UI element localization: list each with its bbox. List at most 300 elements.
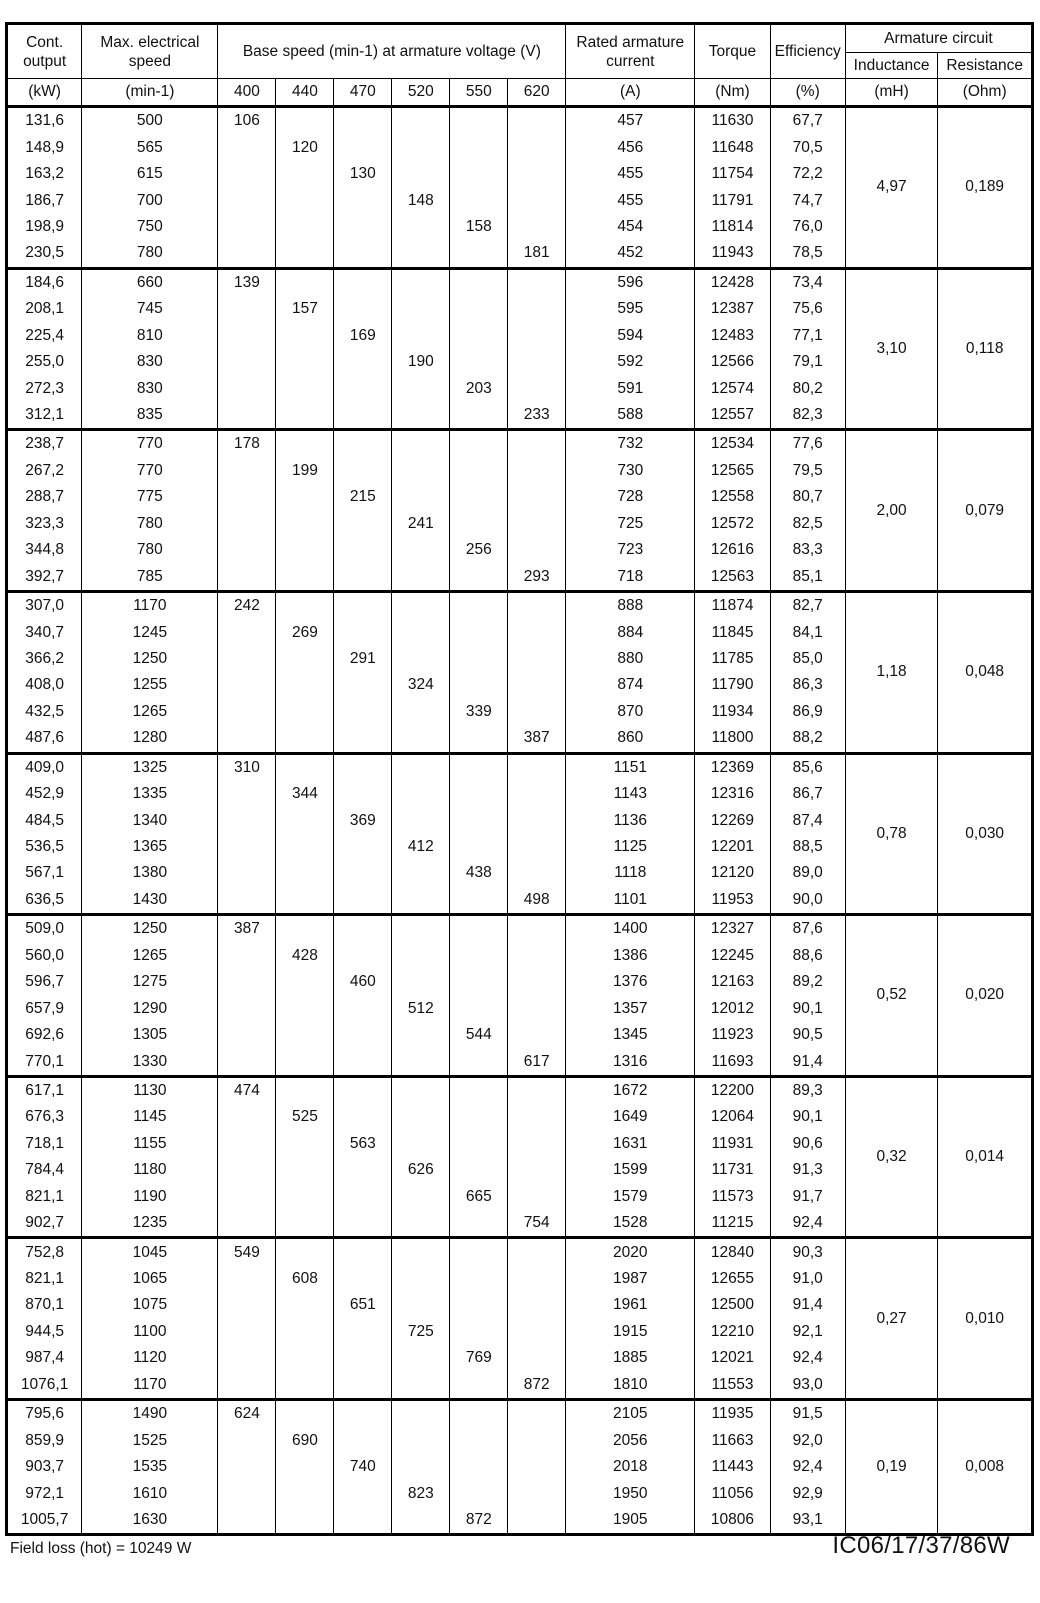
torque-cell: 11785: [695, 646, 770, 672]
base-speed-cell: 608: [276, 1266, 334, 1292]
efficiency-cell: 90,1: [770, 1104, 845, 1130]
rated-current-cell: 457: [566, 107, 695, 135]
empty-cell: [508, 1238, 566, 1266]
empty-cell: [450, 1048, 508, 1076]
max-speed-cell: 1255: [82, 672, 218, 698]
empty-cell: [508, 591, 566, 619]
cont-output-cell: 409,0: [7, 753, 82, 781]
empty-cell: [334, 107, 392, 135]
torque-cell: 12245: [695, 943, 770, 969]
base-speed-cell: 256: [450, 537, 508, 563]
torque-cell: 12558: [695, 484, 770, 510]
torque-cell: 12655: [695, 1266, 770, 1292]
rated-current-cell: 452: [566, 240, 695, 268]
rated-current-cell: 1987: [566, 1266, 695, 1292]
table-row: [7, 753, 1033, 781]
voltage-header: 620: [508, 79, 566, 107]
efficiency-cell: 80,7: [770, 484, 845, 510]
empty-cell: [218, 1210, 276, 1238]
units-row: [7, 79, 1033, 107]
empty-cell: [276, 1048, 334, 1076]
base-speed-cell: 199: [276, 458, 334, 484]
cont-output-cell: 676,3: [7, 1104, 82, 1130]
cont-output-cell: 821,1: [7, 1266, 82, 1292]
cont-output-cell: 267,2: [7, 458, 82, 484]
empty-cell: [508, 699, 566, 725]
rated-current-cell: 2105: [566, 1400, 695, 1428]
efficiency-cell: 91,7: [770, 1184, 845, 1210]
inductance-cell: 0,32: [845, 1076, 938, 1238]
cont-output-cell: 344,8: [7, 537, 82, 563]
torque-cell: 11800: [695, 725, 770, 753]
empty-cell: [276, 1345, 334, 1371]
cont-output-cell: 163,2: [7, 161, 82, 187]
base-speed-cell: 293: [508, 563, 566, 591]
empty-cell: [508, 860, 566, 886]
max-speed-cell: 1065: [82, 1266, 218, 1292]
base-speed-cell: 148: [392, 187, 450, 213]
max-speed-cell: 745: [82, 296, 218, 322]
efficiency-cell: 92,9: [770, 1480, 845, 1506]
empty-cell: [392, 484, 450, 510]
base-speed-cell: 324: [392, 672, 450, 698]
efficiency-cell: 90,0: [770, 887, 845, 915]
empty-cell: [334, 402, 392, 430]
efficiency-cell: 87,6: [770, 915, 845, 943]
header-resistance: Resistance: [938, 53, 1033, 79]
empty-cell: [508, 134, 566, 160]
empty-cell: [392, 430, 450, 458]
empty-cell: [334, 591, 392, 619]
cont-output-cell: 903,7: [7, 1454, 82, 1480]
empty-cell: [276, 834, 334, 860]
max-speed-cell: 1430: [82, 887, 218, 915]
empty-cell: [276, 672, 334, 698]
voltage-header: 520: [392, 79, 450, 107]
efficiency-cell: 88,5: [770, 834, 845, 860]
cont-output-cell: 509,0: [7, 915, 82, 943]
torque-cell: 11791: [695, 187, 770, 213]
empty-cell: [218, 1104, 276, 1130]
efficiency-cell: 90,5: [770, 1022, 845, 1048]
empty-cell: [218, 1157, 276, 1183]
empty-cell: [334, 1480, 392, 1506]
max-speed-cell: 785: [82, 563, 218, 591]
empty-cell: [508, 458, 566, 484]
empty-cell: [450, 1210, 508, 1238]
empty-cell: [450, 511, 508, 537]
cont-output-cell: 198,9: [7, 214, 82, 240]
empty-cell: [334, 1238, 392, 1266]
empty-cell: [334, 619, 392, 645]
empty-cell: [450, 161, 508, 187]
empty-cell: [392, 969, 450, 995]
empty-cell: [392, 1266, 450, 1292]
torque-cell: 11731: [695, 1157, 770, 1183]
max-speed-cell: 1100: [82, 1319, 218, 1345]
empty-cell: [334, 134, 392, 160]
empty-cell: [450, 268, 508, 296]
empty-cell: [276, 375, 334, 401]
empty-cell: [392, 323, 450, 349]
voltage-header: 440: [276, 79, 334, 107]
cont-output-cell: 312,1: [7, 402, 82, 430]
empty-cell: [508, 781, 566, 807]
table-row: [7, 1076, 1033, 1104]
empty-cell: [334, 781, 392, 807]
table-row: [7, 915, 1033, 943]
base-speed-cell: 525: [276, 1104, 334, 1130]
empty-cell: [508, 511, 566, 537]
efficiency-cell: 91,3: [770, 1157, 845, 1183]
empty-cell: [334, 834, 392, 860]
max-speed-cell: 1170: [82, 1372, 218, 1400]
cont-output-cell: 560,0: [7, 943, 82, 969]
cont-output-cell: 288,7: [7, 484, 82, 510]
base-speed-cell: 157: [276, 296, 334, 322]
rated-current-cell: 1885: [566, 1345, 695, 1371]
empty-cell: [276, 807, 334, 833]
empty-cell: [218, 725, 276, 753]
empty-cell: [508, 107, 566, 135]
empty-cell: [508, 1400, 566, 1428]
rated-current-cell: 725: [566, 511, 695, 537]
empty-cell: [450, 1400, 508, 1428]
cont-output-cell: 752,8: [7, 1238, 82, 1266]
empty-cell: [334, 1400, 392, 1428]
empty-cell: [218, 1131, 276, 1157]
table-row: [7, 268, 1033, 296]
rated-current-cell: 1599: [566, 1157, 695, 1183]
base-speed-cell: 369: [334, 807, 392, 833]
empty-cell: [392, 781, 450, 807]
max-speed-cell: 770: [82, 430, 218, 458]
torque-cell: 12572: [695, 511, 770, 537]
rated-current-cell: 591: [566, 375, 695, 401]
max-speed-cell: 1490: [82, 1400, 218, 1428]
torque-cell: 12563: [695, 563, 770, 591]
max-speed-cell: 780: [82, 511, 218, 537]
base-speed-cell: 624: [218, 1400, 276, 1428]
cont-output-cell: 131,6: [7, 107, 82, 135]
torque-cell: 12369: [695, 753, 770, 781]
empty-cell: [276, 1184, 334, 1210]
rated-current-cell: 860: [566, 725, 695, 753]
empty-cell: [450, 563, 508, 591]
rated-current-cell: 1376: [566, 969, 695, 995]
max-speed-cell: 1265: [82, 699, 218, 725]
max-speed-cell: 1245: [82, 619, 218, 645]
empty-cell: [218, 214, 276, 240]
rated-current-cell: 1136: [566, 807, 695, 833]
base-speed-cell: 269: [276, 619, 334, 645]
empty-cell: [276, 349, 334, 375]
empty-cell: [508, 323, 566, 349]
empty-cell: [276, 753, 334, 781]
table-row: [7, 430, 1033, 458]
empty-cell: [392, 753, 450, 781]
empty-cell: [276, 268, 334, 296]
torque-cell: 12021: [695, 1345, 770, 1371]
rated-current-cell: 2056: [566, 1427, 695, 1453]
base-speed-cell: 310: [218, 753, 276, 781]
torque-cell: 12566: [695, 349, 770, 375]
empty-cell: [276, 537, 334, 563]
torque-cell: 12387: [695, 296, 770, 322]
empty-cell: [450, 725, 508, 753]
header-torque: Torque: [695, 24, 770, 79]
rated-current-cell: 1950: [566, 1480, 695, 1506]
resistance-cell: 0,014: [938, 1076, 1033, 1238]
empty-cell: [450, 672, 508, 698]
empty-cell: [450, 969, 508, 995]
base-speed-cell: 190: [392, 349, 450, 375]
rated-current-cell: 723: [566, 537, 695, 563]
cont-output-cell: 432,5: [7, 699, 82, 725]
rated-current-cell: 718: [566, 563, 695, 591]
efficiency-cell: 75,6: [770, 296, 845, 322]
efficiency-cell: 92,4: [770, 1345, 845, 1371]
empty-cell: [334, 725, 392, 753]
empty-cell: [276, 699, 334, 725]
cont-output-cell: 1076,1: [7, 1372, 82, 1400]
table-row: [7, 107, 1033, 135]
empty-cell: [218, 402, 276, 430]
empty-cell: [218, 134, 276, 160]
empty-cell: [334, 672, 392, 698]
efficiency-cell: 67,7: [770, 107, 845, 135]
empty-cell: [508, 484, 566, 510]
empty-cell: [276, 725, 334, 753]
empty-cell: [392, 1507, 450, 1535]
torque-cell: 10806: [695, 1507, 770, 1535]
rated-current-cell: 455: [566, 161, 695, 187]
base-speed-cell: 460: [334, 969, 392, 995]
empty-cell: [392, 107, 450, 135]
max-speed-cell: 1145: [82, 1104, 218, 1130]
base-speed-cell: 344: [276, 781, 334, 807]
resistance-cell: 0,010: [938, 1238, 1033, 1400]
empty-cell: [392, 1238, 450, 1266]
empty-cell: [508, 537, 566, 563]
empty-cell: [218, 1022, 276, 1048]
empty-cell: [392, 591, 450, 619]
torque-cell: 11935: [695, 1400, 770, 1428]
torque-cell: 11790: [695, 672, 770, 698]
cont-output-cell: 657,9: [7, 995, 82, 1021]
empty-cell: [218, 1372, 276, 1400]
header-base-speed: Base speed (min-1) at armature voltage (V): [218, 24, 566, 79]
base-speed-cell: 754: [508, 1210, 566, 1238]
cont-output-cell: 770,1: [7, 1048, 82, 1076]
cont-output-cell: 307,0: [7, 591, 82, 619]
empty-cell: [276, 484, 334, 510]
efficiency-cell: 90,3: [770, 1238, 845, 1266]
empty-cell: [392, 214, 450, 240]
torque-cell: 12064: [695, 1104, 770, 1130]
rated-current-cell: 1143: [566, 781, 695, 807]
torque-cell: 11814: [695, 214, 770, 240]
empty-cell: [392, 1048, 450, 1076]
cont-output-cell: 340,7: [7, 619, 82, 645]
rated-current-cell: 1905: [566, 1507, 695, 1535]
torque-cell: 12616: [695, 537, 770, 563]
torque-cell: 12840: [695, 1238, 770, 1266]
empty-cell: [218, 484, 276, 510]
empty-cell: [508, 430, 566, 458]
empty-cell: [276, 1454, 334, 1480]
efficiency-cell: 79,1: [770, 349, 845, 375]
empty-cell: [218, 1292, 276, 1318]
empty-cell: [392, 646, 450, 672]
header-cont-output: Cont. output: [7, 24, 82, 79]
max-speed-cell: 1250: [82, 915, 218, 943]
empty-cell: [450, 591, 508, 619]
max-speed-cell: 1155: [82, 1131, 218, 1157]
efficiency-cell: 72,2: [770, 161, 845, 187]
torque-cell: 12269: [695, 807, 770, 833]
base-speed-cell: 872: [450, 1507, 508, 1535]
empty-cell: [450, 296, 508, 322]
inductance-cell: 3,10: [845, 268, 938, 430]
empty-cell: [334, 1157, 392, 1183]
empty-cell: [276, 161, 334, 187]
torque-cell: 11943: [695, 240, 770, 268]
unit-label: (Nm): [695, 79, 770, 107]
torque-cell: 11845: [695, 619, 770, 645]
torque-cell: 11934: [695, 699, 770, 725]
empty-cell: [450, 646, 508, 672]
efficiency-cell: 86,3: [770, 672, 845, 698]
empty-cell: [334, 1104, 392, 1130]
torque-cell: 12483: [695, 323, 770, 349]
efficiency-cell: 78,5: [770, 240, 845, 268]
empty-cell: [392, 943, 450, 969]
empty-cell: [508, 1076, 566, 1104]
empty-cell: [276, 1400, 334, 1428]
header-efficiency: Efficiency: [770, 24, 845, 79]
empty-cell: [334, 349, 392, 375]
empty-cell: [508, 214, 566, 240]
max-speed-cell: 775: [82, 484, 218, 510]
max-speed-cell: 1265: [82, 943, 218, 969]
cont-output-cell: 784,4: [7, 1157, 82, 1183]
cont-output-cell: 1005,7: [7, 1507, 82, 1535]
empty-cell: [334, 430, 392, 458]
empty-cell: [450, 107, 508, 135]
empty-cell: [450, 943, 508, 969]
empty-cell: [218, 699, 276, 725]
inductance-cell: 4,97: [845, 107, 938, 269]
rated-current-cell: 596: [566, 268, 695, 296]
cont-output-cell: 323,3: [7, 511, 82, 537]
max-speed-cell: 1250: [82, 646, 218, 672]
rated-current-cell: 1316: [566, 1048, 695, 1076]
rated-current-cell: 1400: [566, 915, 695, 943]
base-speed-cell: 725: [392, 1319, 450, 1345]
empty-cell: [450, 402, 508, 430]
rated-current-cell: 1386: [566, 943, 695, 969]
empty-cell: [218, 672, 276, 698]
efficiency-cell: 92,0: [770, 1427, 845, 1453]
cont-output-cell: 567,1: [7, 860, 82, 886]
empty-cell: [508, 349, 566, 375]
cont-output-cell: 484,5: [7, 807, 82, 833]
rated-current-cell: 2018: [566, 1454, 695, 1480]
base-speed-cell: 740: [334, 1454, 392, 1480]
empty-cell: [392, 161, 450, 187]
torque-cell: 11443: [695, 1454, 770, 1480]
empty-cell: [450, 995, 508, 1021]
empty-cell: [450, 1131, 508, 1157]
efficiency-cell: 91,5: [770, 1400, 845, 1428]
empty-cell: [508, 1454, 566, 1480]
base-speed-cell: 241: [392, 511, 450, 537]
base-speed-cell: 291: [334, 646, 392, 672]
unit-label: (min-1): [82, 79, 218, 107]
efficiency-cell: 89,3: [770, 1076, 845, 1104]
empty-cell: [392, 1210, 450, 1238]
empty-cell: [392, 134, 450, 160]
base-speed-cell: 769: [450, 1345, 508, 1371]
efficiency-cell: 77,6: [770, 430, 845, 458]
empty-cell: [334, 1048, 392, 1076]
empty-cell: [508, 1345, 566, 1371]
empty-cell: [276, 1292, 334, 1318]
resistance-cell: 0,118: [938, 268, 1033, 430]
efficiency-cell: 82,7: [770, 591, 845, 619]
torque-cell: 11630: [695, 107, 770, 135]
efficiency-cell: 91,4: [770, 1048, 845, 1076]
base-speed-cell: 178: [218, 430, 276, 458]
torque-cell: 12428: [695, 268, 770, 296]
base-speed-cell: 617: [508, 1048, 566, 1076]
empty-cell: [392, 1292, 450, 1318]
empty-cell: [218, 511, 276, 537]
empty-cell: [508, 995, 566, 1021]
torque-cell: 12316: [695, 781, 770, 807]
header-inductance: Inductance: [845, 53, 938, 79]
cont-output-cell: 225,4: [7, 323, 82, 349]
rated-current-cell: 1151: [566, 753, 695, 781]
empty-cell: [392, 807, 450, 833]
torque-cell: 12201: [695, 834, 770, 860]
empty-cell: [276, 969, 334, 995]
cont-output-cell: 272,3: [7, 375, 82, 401]
empty-cell: [508, 1104, 566, 1130]
empty-cell: [450, 1372, 508, 1400]
empty-cell: [276, 240, 334, 268]
torque-cell: 11923: [695, 1022, 770, 1048]
empty-cell: [392, 1427, 450, 1453]
empty-cell: [508, 375, 566, 401]
empty-cell: [334, 1319, 392, 1345]
max-speed-cell: 780: [82, 537, 218, 563]
empty-cell: [392, 458, 450, 484]
empty-cell: [508, 1131, 566, 1157]
rated-current-cell: 1118: [566, 860, 695, 886]
cont-output-cell: 408,0: [7, 672, 82, 698]
inductance-cell: 0,19: [845, 1400, 938, 1535]
cont-output-cell: 186,7: [7, 187, 82, 213]
base-speed-cell: 665: [450, 1184, 508, 1210]
empty-cell: [218, 1507, 276, 1535]
empty-cell: [392, 402, 450, 430]
base-speed-cell: 130: [334, 161, 392, 187]
base-speed-cell: 387: [218, 915, 276, 943]
cont-output-cell: 452,9: [7, 781, 82, 807]
empty-cell: [392, 619, 450, 645]
